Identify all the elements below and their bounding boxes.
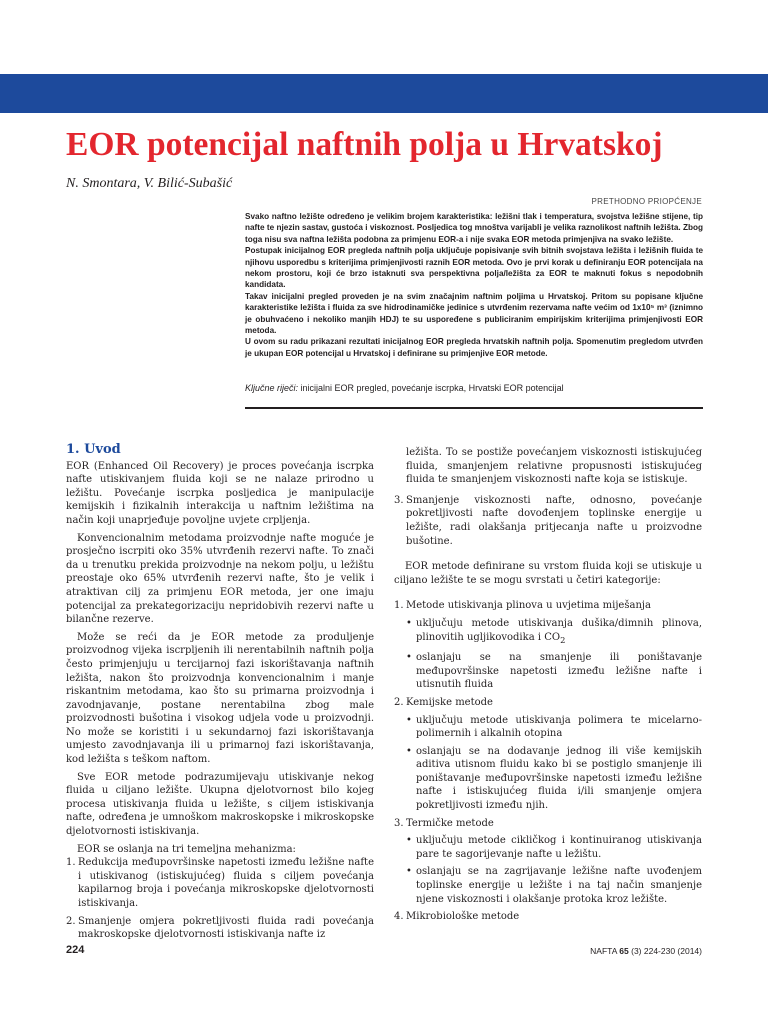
- bullet-item: [406, 617, 702, 647]
- bullet-icon: •: [406, 835, 412, 847]
- keywords-label: Ključne riječi:: [245, 383, 299, 393]
- list-number: 2.: [66, 915, 76, 927]
- bullet-icon: •: [406, 866, 412, 878]
- list-number: 2.: [394, 696, 404, 708]
- list-text: Termičke metode: [406, 817, 494, 829]
- list-text: Smanjenje omjera pokretljivosti fluida radi povećanja makroskopske djelotvornosti istiskivanja nafte iz: [78, 915, 374, 941]
- journal-name: NAFTA: [590, 946, 620, 956]
- bullet-icon: •: [406, 714, 412, 726]
- body-column-right: [394, 446, 702, 924]
- bullet-item: [406, 651, 702, 692]
- abstract-paragraph: Postupak inicijalnog EOR pregleda naftnih polja uključuje popisivanje svih bitnih svojstava ležišta i ležišnih fluida te njihovu usporedbu s kriterijima primjenjivosti raznih EOR metoda. Ovo je prvi korak u definiranju EOR potencijala na nekom prostoru, koji će brzo istaknuti sva perspektivna polja/ležišta za EOR te maknuti fokus s nepodobnih kandidata.: [245, 246, 703, 290]
- journal-issue: (3) 224-230 (2014): [628, 946, 702, 956]
- list-text: Mikrobiološke metode: [406, 911, 520, 923]
- body-column-left: [66, 443, 374, 942]
- bullet-text: uključuju metode utiskivanja polimera te micelarno-polimernih i alkalnih otopina: [416, 714, 702, 740]
- bullet-item: [406, 834, 702, 861]
- list-text: Redukcija međupovršinske napetosti između ležišne nafte i utiskivanog (istiskujućeg) fluida s ciljem povećanja kapilarnog broja i povećanja mikroskopske djelotvornosti istiskivanja.: [78, 857, 374, 909]
- paragraph: Konvencionalnim metodama proizvodnje nafte moguće je prosječno iscrpiti oko 35% utvrđenih rezervi nafte. To znači da u trenutku prekida proizvodnje na nekom polju, u ležištu preostaje oko 65% utvrđenih rezervi nafte, što je velik i atraktivan cilj za primjenu EOR metoda, jer one imaju potencijal za prekategorizaciju nepridobivih rezervi nafte u bilančne rezerve.: [66, 532, 374, 626]
- list-number: 3.: [394, 494, 404, 506]
- list-text: Smanjenje viskoznosti nafte, odnosno, povećanje pokretljivosti nafte dovođenjem toplinske energije u ležište, radi olakšanja pritjecanja nafte u proizvodne bušotine.: [406, 494, 702, 547]
- list-item: [66, 856, 374, 910]
- section-heading: 1. Uvod: [66, 442, 121, 457]
- article-authors: N. Smontara, V. Bilić-Subašić: [66, 176, 233, 191]
- bullet-icon: •: [406, 617, 412, 629]
- paragraph: Sve EOR metode podrazumijevaju utiskivanje nekog fluida u ciljano ležište. Ukupna djelotvornost bilo kojeg procesa utiskivanja fluida u ležište, s ciljem istiskivanja nafte, određena je umnoškom makroskopske i mikroskopske djelotvornosti istiskivanja.: [66, 771, 374, 838]
- bullet-text: oslanjaju se na dodavanje jednog ili više kemijskih aditiva utisnom fluidu kako bi se postiglo smanjenje ili poništavanje međupovršinske napetosti između ležišne nafte i istiskujućeg fluida i/ili smanjenje omjera pokretljivosti između njih.: [416, 745, 702, 812]
- paragraph: EOR metode definirane su vrstom fluida koji se utiskuje u ciljano ležište te se mogu svrstati u četiri kategorije:: [394, 561, 702, 586]
- list-text: Kemijske metode: [406, 696, 493, 708]
- paragraph: Može se reći da je EOR metode za produljenje proizvodnog vijeka iscrpljenih ili nerentabilnih naftnih polja često primjenjuju u tercijarnoj fazi iskorištavanja naftnih ležišta, nakon što proizvodnja konvencionalnim i manje riskantnim metodama, kao što su primarna proizvodnja i zavodnjavanje, postane nerentabilna zbog male proizvodnosti bušotina i visokog udjela vode u proizvodnji. No može se koristiti i u sekundarnoj fazi iskorištavanja umjesto zavodnjavanja ili u primarnoj fazi iskorištavanja, kod ležišta s teškom naftom.: [66, 631, 374, 766]
- bullet-icon: •: [406, 652, 412, 664]
- bullet-text: oslanjaju se na zagrijavanje ležišne nafte uvođenjem toplinske energije u ležište i na taj način smanjenje njene viskoznosti i olakšanje protoka kroz ležište.: [416, 866, 702, 905]
- abstract-divider: [245, 407, 703, 409]
- list-item: [394, 494, 702, 548]
- list-number: 4.: [394, 911, 404, 923]
- bullet-item: [406, 714, 702, 741]
- keywords-list: inicijalni EOR pregled, povećanje iscrpka, Hrvatski EOR potencijal: [298, 383, 564, 393]
- list-item: [66, 915, 374, 942]
- journal-citation: [590, 946, 702, 956]
- list-number: 1.: [66, 857, 76, 869]
- paragraph: EOR se oslanja na tri temeljna mehanizma:: [77, 843, 296, 855]
- list-number: 3.: [394, 817, 404, 829]
- subscript: 2: [560, 634, 566, 645]
- list-item: [394, 817, 702, 831]
- paragraph: EOR (Enhanced Oil Recovery) je proces povećanja iscrpka nafte utiskivanjem fluida koji se ne nalaze prirodno u ležištu. Povećanje iscrpka posljedica je manipulacije kemijskih i fizikalnih interakcija u naftnim ležištima na način koji unaprjeđuje povoljne uvjete crpljenja.: [66, 460, 374, 526]
- bullet-text: uključuju metode utiskivanja dušika/dimnih plinova, plinovitih ugljikovodika i CO: [416, 617, 702, 643]
- abstract-paragraph: Takav inicijalni pregled proveden je na svim značajnim naftnim poljima u Hrvatskoj. Pritom su popisane ključne karakteristike ležišta i fluida za sve hidrodinamičke jedinice s utvrđenim rezervama nafte većim od 1x10⁵ m³ (iznimno je obuhvaćeno i nekoliko manjih HDJ) te su uspoređene s publiciranim empirijskim kriterijima primjenjivosti EOR metoda.: [245, 291, 703, 336]
- journal-volume: 65: [619, 946, 629, 956]
- article-title: EOR potencijal naftnih polja u Hrvatskoj: [66, 126, 663, 163]
- article-category: PRETHODNO PRIOPĆENJE: [591, 197, 702, 206]
- abstract-paragraph: U ovom su radu prikazani rezultati inicijalnog EOR pregleda hrvatskih naftnih polja. Spomenutim pregledom utvrđen je ukupan EOR potencijal u Hrvatskoj i definirane su primjenjive EOR metode.: [245, 337, 703, 358]
- list-text: Metode utiskivanja plinova u uvjetima miješanja: [406, 600, 651, 612]
- bullet-item: [406, 865, 702, 906]
- list-item: [394, 599, 702, 613]
- bullet-icon: •: [406, 745, 412, 757]
- bullet-text: oslanjaju se na smanjenje ili poništavanje međupovršinske napetosti između ležišne nafte i utisnutih fluida: [416, 652, 702, 691]
- bullet-item: [406, 745, 702, 813]
- bullet-text: uključuju metode cikličkog i kontinuiranog utiskivanja pare te sagorijevanje nafte u ležištu.: [416, 835, 702, 860]
- abstract-paragraph: Svako naftno ležište određeno je velikim brojem karakteristika: ležišni tlak i temperatura, svojstva ležišne stijene, tip nafte te njezin sastav, gustoća i viskoznost. Posljedica tog mnoštva varijabli je velika raznolikost naftnih ležišta. Zbog toga nisu sva naftna ležišta podobna za primjenu EOR-a i nije svaka EOR metoda primjenjiva na svako ležište.: [245, 212, 703, 244]
- list-item-continued: [394, 446, 702, 487]
- list-text: ležišta. To se postiže povećanjem viskoznosti istiskujućeg fluida, smanjenjem relativne propusnosti istiskujućeg fluida te smanjenjem viskoznosti nafte koja se istiskuje.: [406, 447, 702, 486]
- list-number: 1.: [394, 600, 404, 612]
- keywords: [245, 383, 703, 393]
- abstract: [245, 211, 703, 359]
- page-number: 224: [66, 944, 85, 956]
- list-item: [394, 696, 702, 710]
- header-band: [0, 74, 768, 113]
- list-item: [394, 910, 702, 924]
